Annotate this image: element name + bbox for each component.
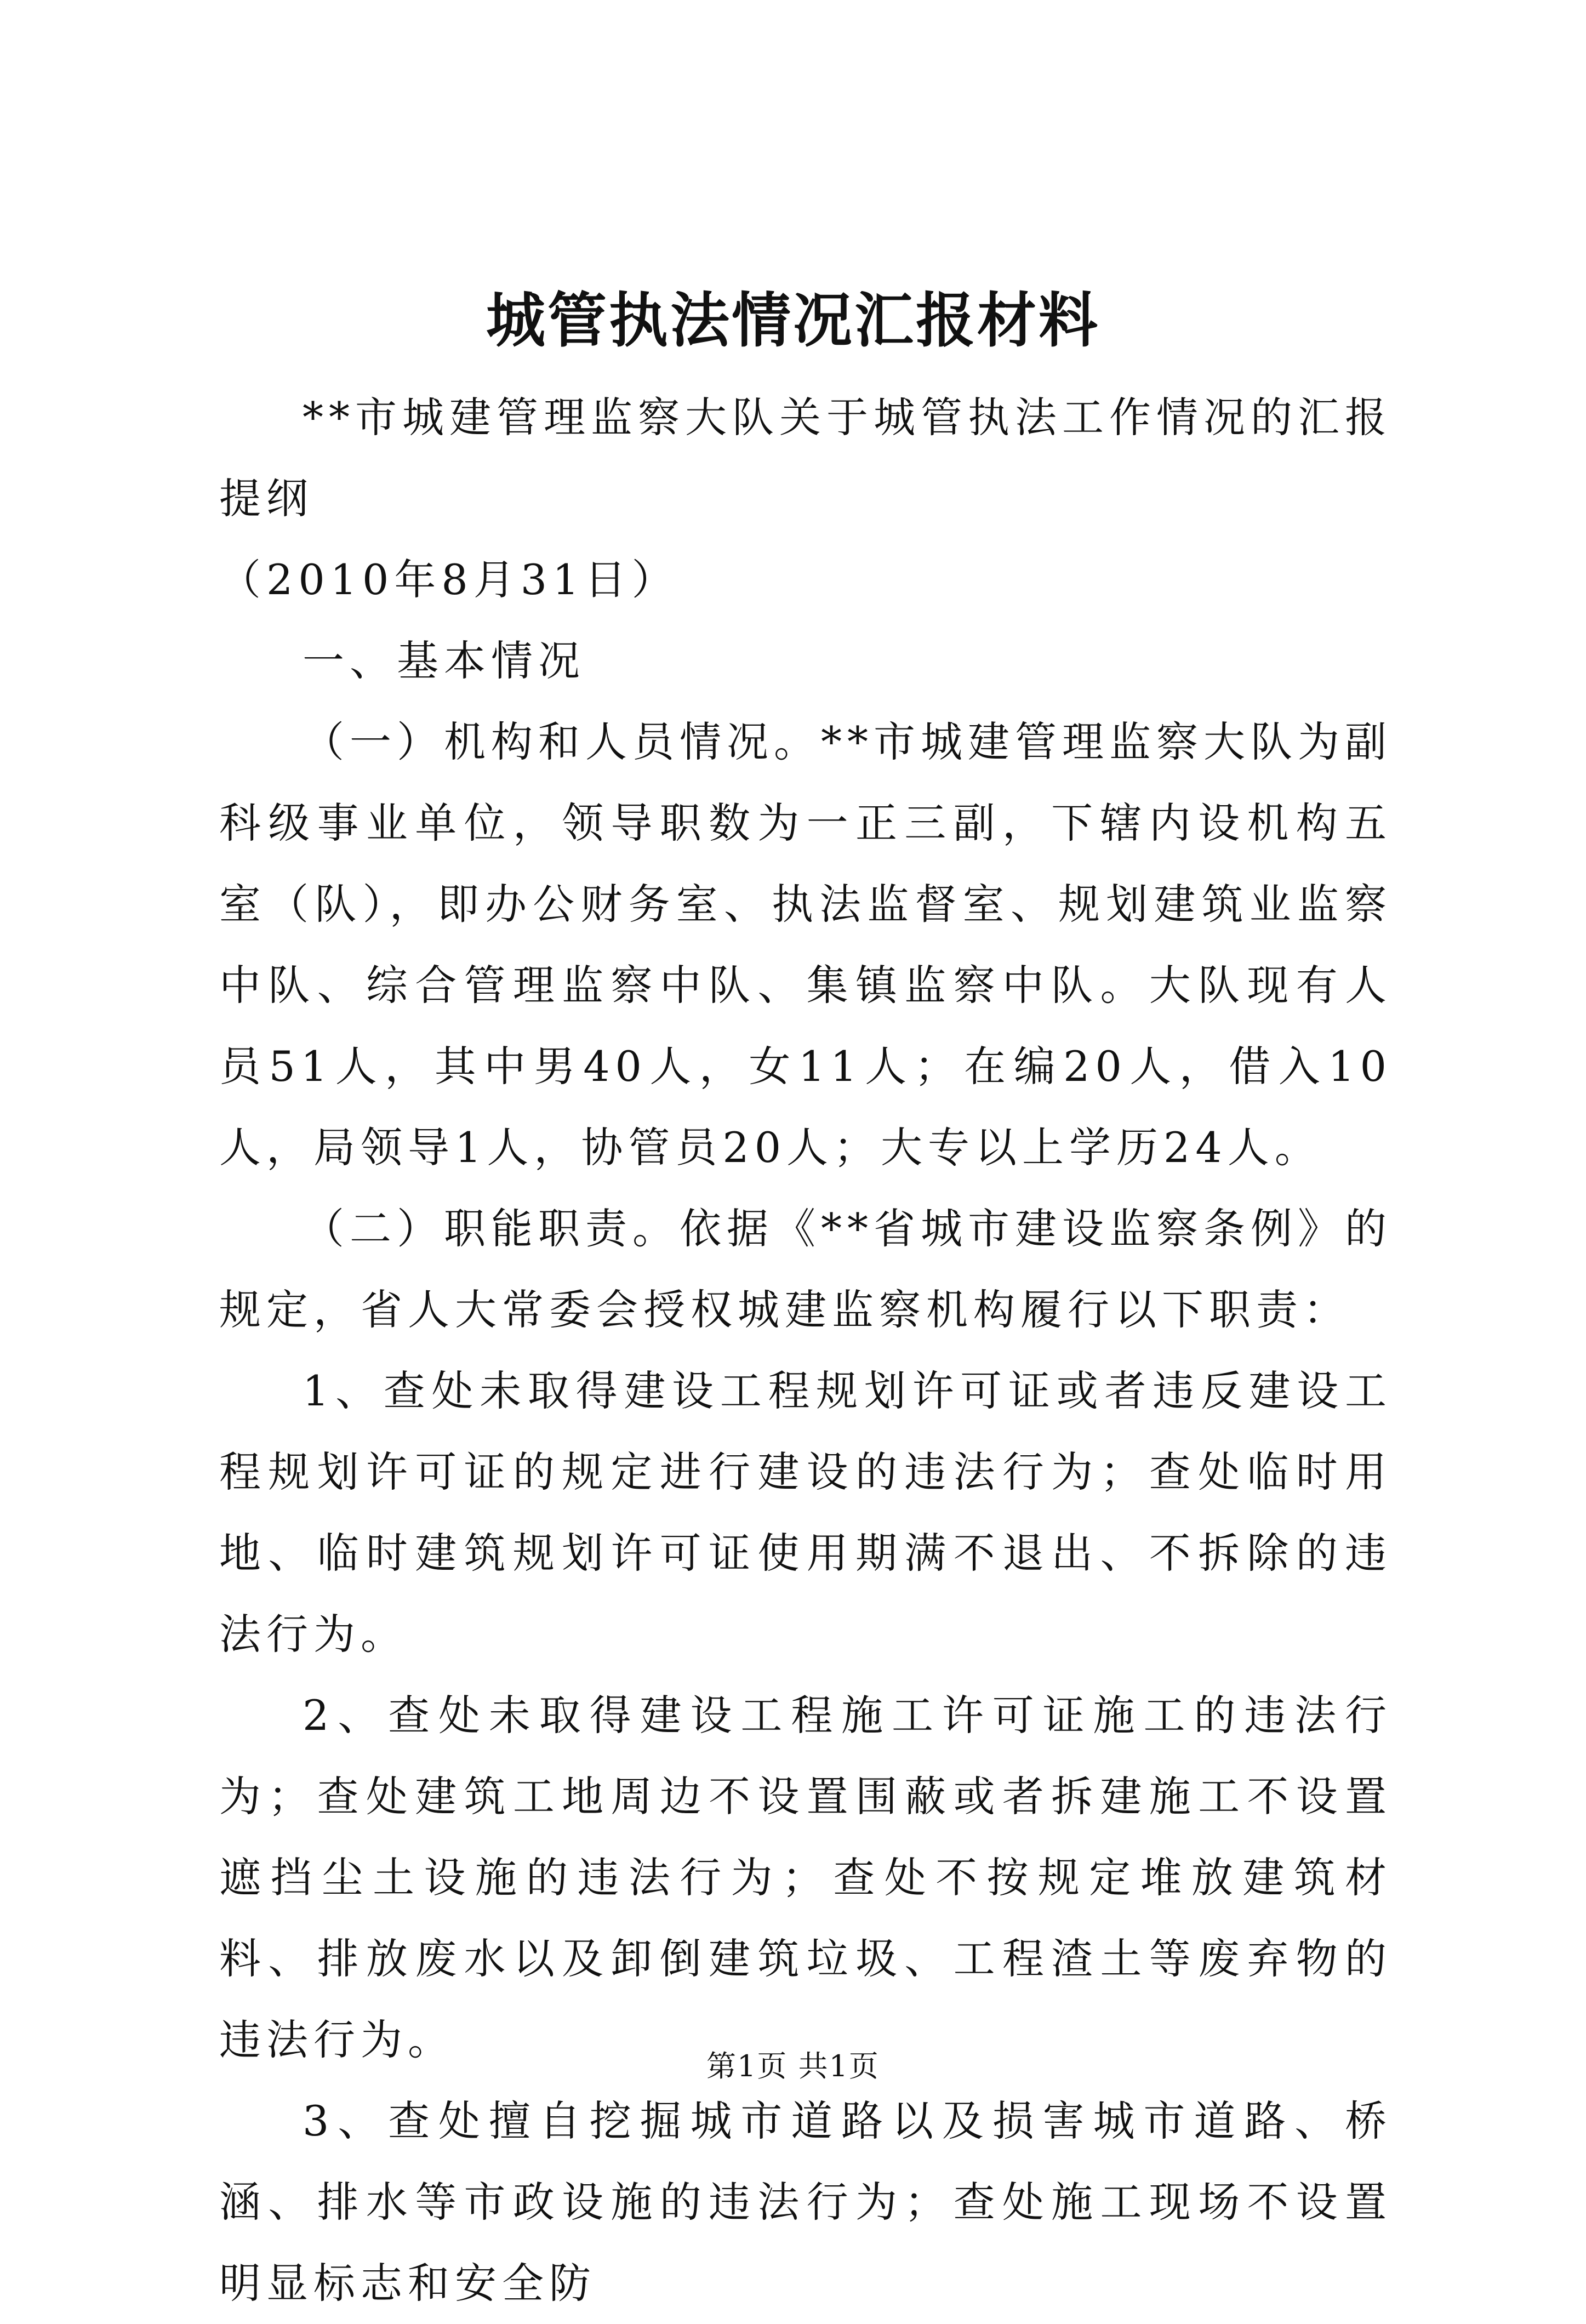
body-paragraph: 1、查处未取得建设工程规划许可证或者违反建设工程规划许可证的规定进行建设的违法行为；查处临时用地、临时建筑规划许可证使用期满不退出、不拆除的违法行为。 xyxy=(219,1366,1392,1659)
page-footer: 第1页 共1页 xyxy=(706,2049,880,2083)
section-heading: 一、基本情况 xyxy=(303,636,585,685)
body-paragraph: （一）机构和人员情况。**市城建管理监察大队为副科级事业单位，领导职数为一正三副，下辖内设机构五室（队），即办公财务室、执法监督室、规划建筑业监察中队、综合管理监察中队、集镇监察中队。大队现有人员51人，其中男40人，女11人；在编20人，借入10人，局领导1人，协管员20人；大专以上学历24人。 xyxy=(219,717,1392,1172)
body-paragraph: 2、查处未取得建设工程施工许可证施工的违法行为；查处建筑工地周边不设置围蔽或者拆建施工不设置遮挡尘土设施的违法行为；查处不按规定堆放建筑材料、排放废水以及卸倒建筑垃圾、工程渣土等废弃物的违法行为。 xyxy=(219,1691,1392,2064)
document-title: 城管执法情况汇报材料 xyxy=(486,286,1100,355)
subtitle-paragraph: **市城建管理监察大队关于城管执法工作情况的汇报提纲 xyxy=(219,393,1392,523)
document-body xyxy=(219,377,1392,2324)
body-paragraph: 3、查处擅自挖掘城市道路以及损害城市道路、桥涵、排水等市政设施的违法行为；查处施工现场不设置明显标志和安全防 xyxy=(219,2097,1392,2308)
date-paragraph: （2010年8月31日） xyxy=(219,555,679,604)
body-paragraph: （二）职能职责。依据《**省城市建设监察条例》的规定，省人大常委会授权城建监察机构履行以下职责： xyxy=(219,1204,1392,1334)
